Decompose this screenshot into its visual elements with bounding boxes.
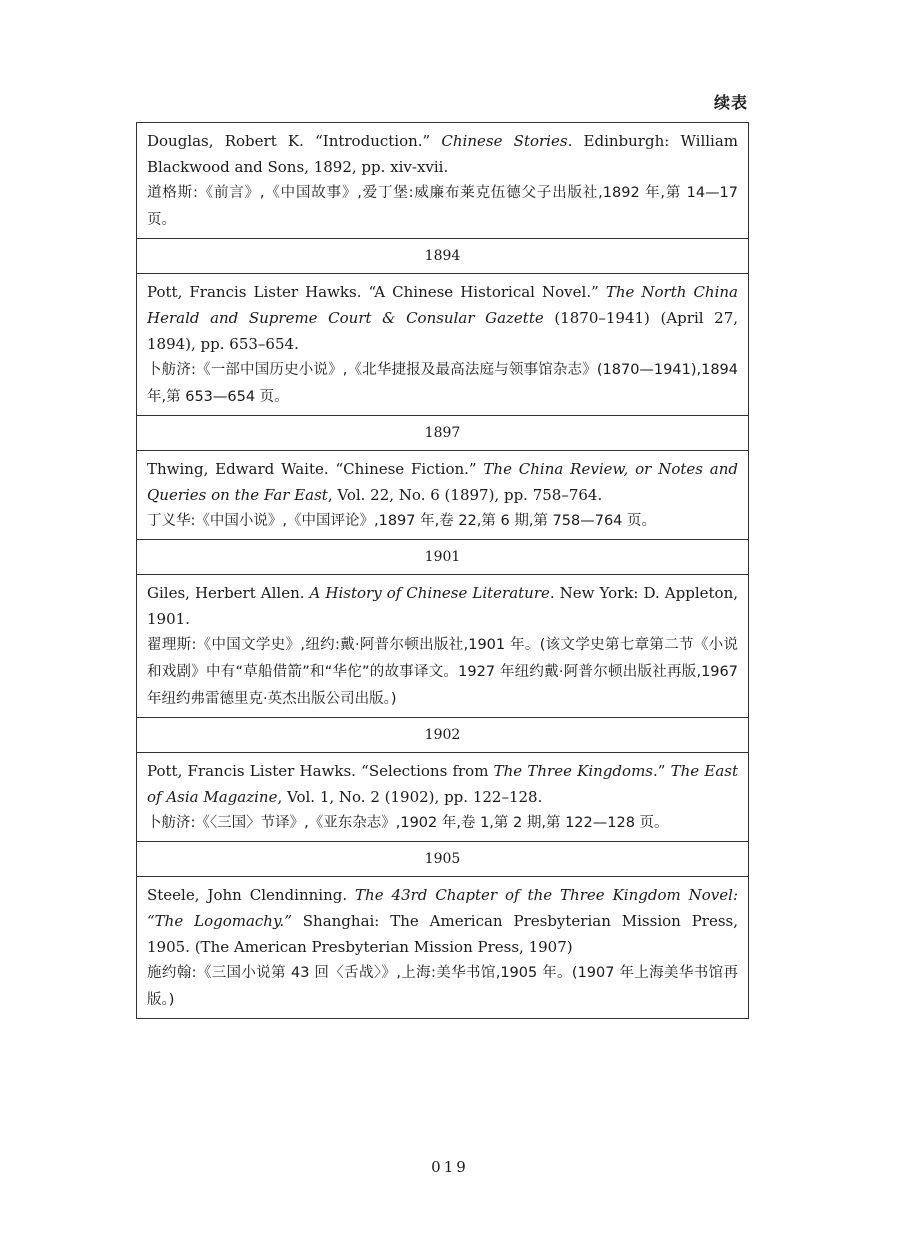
year-row: 1901	[137, 540, 748, 575]
year-row: 1897	[137, 416, 748, 451]
entry-text: . Edinburgh: William Blackwood and Sons, 1892, pp. xiv-xvii.	[147, 132, 739, 176]
entry-text: (1870–1941) (April 27, 1894), pp. 653–654.	[147, 309, 739, 353]
entry-text: Thwing, Edward Waite. “Chinese Fiction.”	[147, 460, 484, 478]
entry-chinese-citation: 翟理斯:《中国文学史》,纽约:戴·阿普尔顿出版社,1901 年。(该文学史第七章第二节《小说和戏剧》中有“草船借箭”和“华佗”的故事译文。1927 年纽约戴·阿普尔顿出版社再版,1967 年纽约弗雷德里克·英杰出版公司出版。)	[147, 637, 738, 707]
bibliography-entry	[137, 451, 748, 540]
page-number: 019	[431, 1158, 469, 1176]
entry-title-italic: The East of Asia Magazine	[147, 762, 738, 806]
entry-text: . New York: D. Appleton, 1901.	[147, 584, 738, 628]
entry-text: Giles, Herbert Allen.	[147, 584, 310, 602]
entry-text: Pott, Francis Lister Hawks. “A Chinese Historical Novel.”	[147, 283, 606, 301]
year-row: 1905	[137, 842, 748, 877]
bibliography-entry	[137, 877, 748, 1018]
entry-text: .”	[653, 762, 671, 780]
bibliography-entry	[137, 753, 748, 842]
year-row: 1894	[137, 239, 748, 274]
entry-chinese-citation: 道格斯:《前言》,《中国故事》,爱丁堡:威廉布莱克伍德父子出版社,1892 年,第 14—17 页。	[147, 185, 738, 228]
entry-chinese-citation: 施约翰:《三国小说第 43 回〈舌战〉》,上海:美华书馆,1905 年。(1907 年上海美华书馆再版。)	[147, 965, 738, 1008]
entry-title-italic: Chinese Stories	[441, 132, 568, 150]
entry-english-citation	[147, 882, 738, 960]
entry-title-italic: The China Review, or Notes and Queries on the Far East	[147, 460, 738, 504]
entry-title-italic: The North China Herald and Supreme Court & Consular Gazette	[147, 283, 738, 327]
entry-chinese-citation: 丁义华:《中国小说》,《中国评论》,1897 年,卷 22,第 6 期,第 758—764 页。	[147, 513, 657, 529]
entry-chinese-citation: 卜舫济:《〈三国〉节译》,《亚东杂志》,1902 年,卷 1,第 2 期,第 122—128 页。	[147, 815, 669, 831]
entry-text: Shanghai: The American Presbyterian Mission Press, 1905. (The American Presbyterian Mission Press, 1907)	[147, 912, 738, 956]
entry-text: Pott, Francis Lister Hawks. “Selections from	[147, 762, 494, 780]
entry-chinese-citation: 卜舫济:《一部中国历史小说》,《北华捷报及最高法庭与领事馆杂志》(1870—1941),1894 年,第 653—654 页。	[147, 362, 738, 405]
entry-title-italic: A History of Chinese Literature	[309, 584, 550, 602]
bibliography-entry	[137, 575, 748, 718]
continued-label: 续表	[713, 93, 748, 112]
entry-english-citation	[147, 580, 738, 632]
bibliography-entry	[137, 123, 748, 239]
entry-text: , Vol. 22, No. 6 (1897), pp. 758–764.	[327, 486, 603, 504]
entry-english-citation	[147, 128, 738, 180]
year-row: 1902	[137, 718, 748, 753]
bibliography-table	[136, 122, 749, 1019]
entry-text: , Vol. 1, No. 2 (1902), pp. 122–128.	[277, 788, 543, 806]
entry-title-italic: The 43rd Chapter of the Three Kingdom Novel: “The Logomachy.”	[147, 886, 738, 930]
bibliography-entry	[137, 274, 748, 416]
entry-text: Douglas, Robert K. “Introduction.”	[147, 132, 442, 150]
entry-title-italic: The Three Kingdoms	[493, 762, 653, 780]
entry-english-citation	[147, 279, 738, 357]
entry-english-citation	[147, 758, 738, 810]
entry-english-citation	[147, 456, 738, 508]
entry-text: Steele, John Clendinning.	[147, 886, 356, 904]
